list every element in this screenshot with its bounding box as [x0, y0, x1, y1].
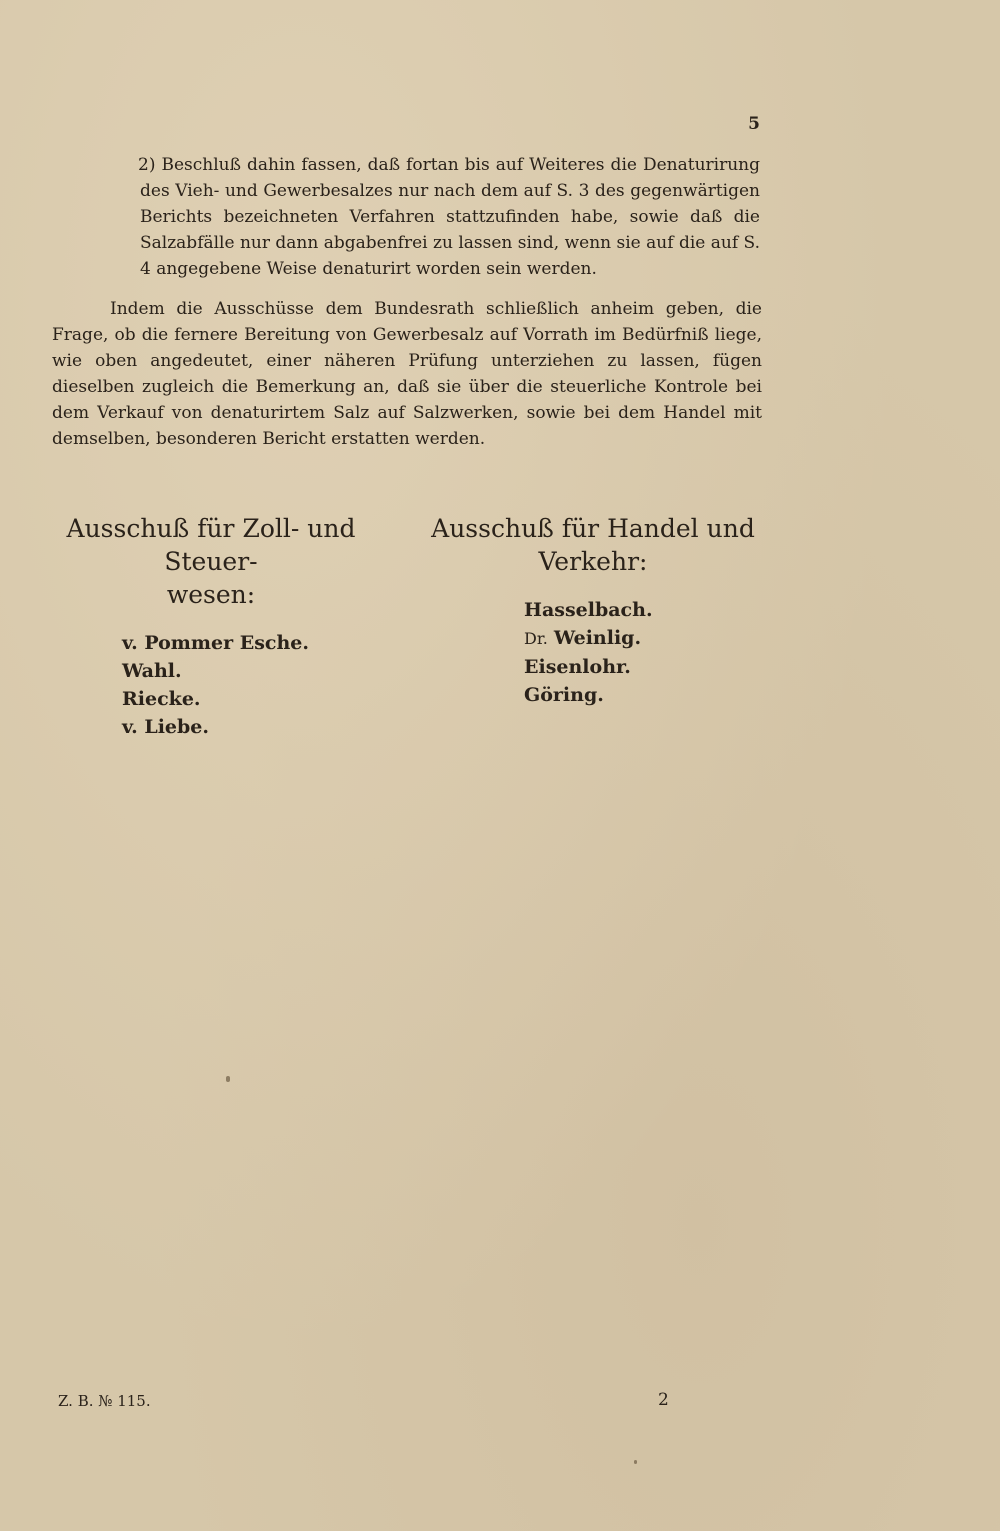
- member-name: Göring.: [524, 684, 604, 706]
- member-name: Wahl.: [122, 660, 182, 682]
- sheet-number: 2: [658, 1390, 669, 1410]
- member-title-prefix: Dr.: [524, 629, 548, 648]
- committee-title-line2: Verkehr:: [538, 547, 648, 576]
- main-paragraph: Indem die Ausschüsse dem Bundesrath schließlich anheim geben, die Frage, ob die fernere Bereitung von Gewerbesalz auf Vorrath im Bedürfniß liege, wie oben angedeutet, einer näheren Prüfung unterziehen zu lassen, fügen dieselben zugleich die Bemerkung an, daß sie über die steuerliche Kontrole bei dem Verkauf von denaturirtem Salz auf Salzwerken, sowie bei dem Handel mit demselben, besonderen Bericht erstatten werden.: [52, 299, 762, 449]
- paper-speck: [634, 1460, 637, 1464]
- page-number: 5: [748, 114, 760, 134]
- committee-title-line2: wesen:: [166, 580, 256, 609]
- member-name: v. Pommer Esche.: [122, 632, 309, 654]
- committee-customs-taxes: [46, 512, 376, 741]
- committee-title: [428, 512, 758, 578]
- member-name: Weinlig.: [553, 627, 642, 649]
- member-name: v. Liebe.: [122, 716, 210, 738]
- member-name: Riecke.: [122, 688, 201, 710]
- signature-mark: Z. B. № 115.: [58, 1392, 151, 1410]
- member-list: [428, 596, 758, 709]
- committee-title-line1: Ausschuß für Handel und: [431, 514, 755, 543]
- member-list: [46, 629, 376, 741]
- committee-trade-traffic: [428, 512, 758, 709]
- committee-title-line1: Ausschuß für Zoll- und Steuer-: [66, 514, 356, 576]
- resolution-item-2: 2) Beschluß dahin fassen, daß fortan bis auf Weiteres die Denaturirung des Vieh- und Gewerbesalzes nur nach dem auf S. 3 des gegenwärtigen Berichts bezeichneten Verfahren stattzufinden habe, sowie daß die Salzabfälle nur dann abgabenfrei zu lassen sind, wenn sie auf die auf S. 4 angegebene Weise denaturirt worden sein werden.: [138, 155, 760, 279]
- member-name: Hasselbach.: [524, 599, 653, 621]
- member-name-with-title: [524, 624, 758, 653]
- paper-speck: [226, 1076, 230, 1082]
- committee-title: [46, 512, 376, 611]
- member-name: Eisenlohr.: [524, 656, 631, 678]
